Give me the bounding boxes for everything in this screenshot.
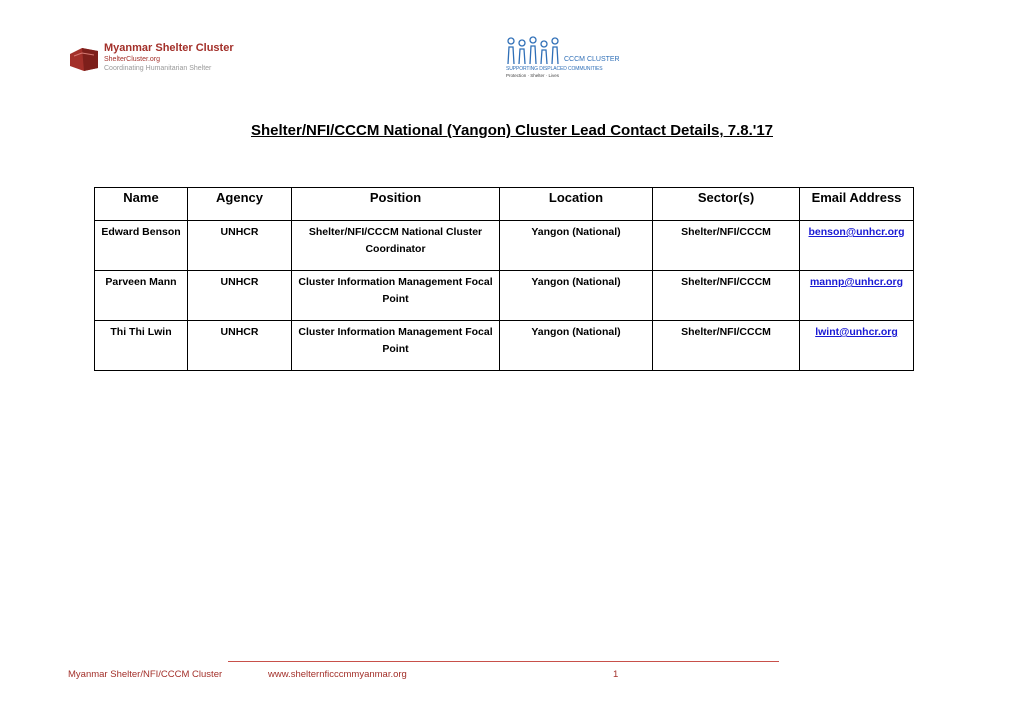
contact-table <box>94 187 914 371</box>
shelter-cluster-logo-name: Myanmar Shelter Cluster <box>104 42 234 54</box>
cell-name: Edward Benson <box>95 221 188 271</box>
table-header-row <box>95 188 914 221</box>
column-header-location: Location <box>500 188 653 221</box>
cell-sector: Shelter/NFI/CCCM <box>653 271 800 321</box>
column-header-position: Position <box>292 188 500 221</box>
cell-sector: Shelter/NFI/CCCM <box>653 321 800 371</box>
cell-position: Shelter/NFI/CCCM National Cluster Coordinator <box>292 221 500 271</box>
email-link[interactable]: lwint@unhcr.org <box>815 326 898 338</box>
shelter-cluster-logo-icon <box>68 44 100 72</box>
cell-email <box>800 221 914 271</box>
column-header-sectors: Sector(s) <box>653 188 800 221</box>
footer-page-number: 1 <box>613 669 619 680</box>
cell-sector: Shelter/NFI/CCCM <box>653 221 800 271</box>
cell-location: Yangon (National) <box>500 221 653 271</box>
cell-position: Cluster Information Management Focal Point <box>292 321 500 371</box>
cccm-cluster-logo-name: CCCM CLUSTER <box>564 56 620 63</box>
footer-org: Myanmar Shelter/NFI/CCCM Cluster <box>68 669 223 680</box>
cell-location: Yangon (National) <box>500 321 653 371</box>
shelter-cluster-logo-site: ShelterCluster.org <box>104 56 161 63</box>
cccm-people-icon <box>506 36 562 66</box>
cell-agency: UNHCR <box>188 321 292 371</box>
cell-name: Thi Thi Lwin <box>95 321 188 371</box>
column-header-name: Name <box>95 188 188 221</box>
column-header-email: Email Address <box>800 188 914 221</box>
cell-agency: UNHCR <box>188 271 292 321</box>
cell-email <box>800 271 914 321</box>
column-header-agency: Agency <box>188 188 292 221</box>
email-link[interactable]: mannp@unhcr.org <box>809 276 904 288</box>
shelter-cluster-logo-tagline: Coordinating Humanitarian Shelter <box>104 65 212 72</box>
cell-name: Parveen Mann <box>95 271 188 321</box>
cccm-cluster-logo <box>506 36 626 80</box>
cell-location: Yangon (National) <box>500 271 653 321</box>
email-link[interactable]: benson@unhcr.org <box>808 226 905 238</box>
footer-divider <box>228 661 779 662</box>
footer-website[interactable]: www.shelternficccmmyanmar.org <box>268 669 407 680</box>
shelter-cluster-logo <box>68 40 268 76</box>
cell-email <box>800 321 914 371</box>
table-row <box>95 221 914 271</box>
cccm-cluster-logo-subtext: Protection · Shelter · Lives <box>506 73 560 78</box>
cell-position: Cluster Information Management Focal Point <box>292 271 500 321</box>
table-row <box>95 321 914 371</box>
cell-agency: UNHCR <box>188 221 292 271</box>
cccm-cluster-logo-tagline: SUPPORTING DISPLACED COMMUNITIES <box>506 66 603 72</box>
document-title: Shelter/NFI/CCCM National (Yangon) Cluster Lead Contact Details, 7.8.'17 <box>251 122 773 139</box>
table-row <box>95 271 914 321</box>
